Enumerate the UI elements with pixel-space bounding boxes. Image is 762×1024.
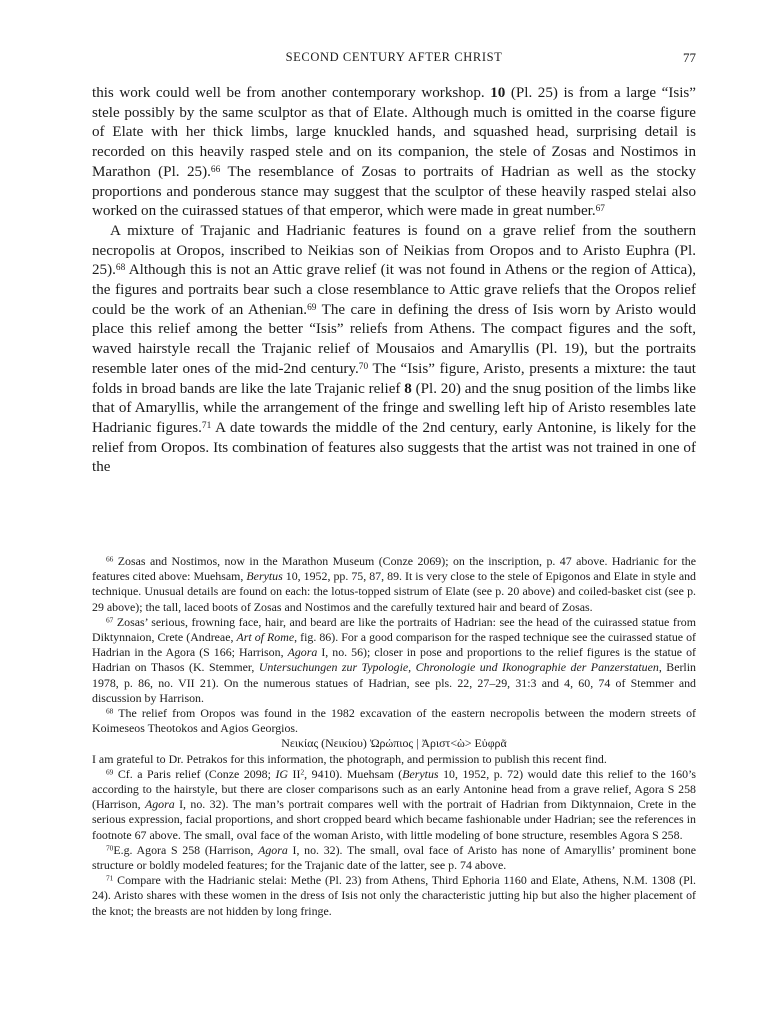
footnote-ref: 71 <box>201 420 212 431</box>
footnote-67: $^{67}$ Zosas’ serious, frowning face, hair, and beard are like the portraits of Hadrian: see the head of the cuirassed statue from Diktynnaion, Crete (Andreae, Art of Rome, fig. 86). For a good comparison for the rasped technique see the cuirassed statue of Hadrian in the Agora (S 166; Harrison, Agora I, no. 56); closer in pose and proportions to the relief figures is the statue of Hadrian on Thasos (K. Stemmer, Untersuchungen zur Typologie, Chronologie und Ikonographie der Panzerstatuen, Berlin 1978, p. 86, no. VII 21). On the numerous statues of Hadrian, see pls. 22, 27–29, 31:3 and 4, 60, 74 of Stemmer and discussion by Harrison. <box>92 614 696 705</box>
footnote-68: $^{68}$ The relief from Oropos was found in the 1982 excavation of the eastern necropolis between the modern streets of Koimeseos Theotokos and Agios Georgios. <box>92 706 696 736</box>
running-head: SECOND CENTURY AFTER CHRIST <box>285 50 503 64</box>
footnote-ref: 66 <box>210 164 221 175</box>
greek-inscription: Νεικίας (Νεικίου) Ὠρώπιος | Ἀριστ<ὼ> Εὐφρᾶ <box>281 736 507 751</box>
footnote-71: $^{71}$ Compare with the Hadrianic stelai: Methe (Pl. 23) from Athens, Third Ephoria 1160 and Elate, Athens, N.M. 1308 (Pl. 24). Aristo shares with these women in the dress of Isis not only the characteristic jutting hip but also the higher placement of the knot; the breasts are not hidden by long fringe. <box>92 873 696 918</box>
catalog-number: 8 <box>404 380 412 397</box>
footnote-69: $^{69}$ Cf. a Paris relief (Conze 2098; IG $II^2$, 9410). Muehsam (Berytus 10, 1952, p. 72) would date this relief to the 160’s according to the hairstyle, but there are closer comparisons such as an early Antonine head from a grave relief, Agora S 258 (Harrison, Agora I, no. 32). The man’s portrait compares well with the portrait of Hadrian from Diktynnaion, Crete in the serious expression, facial proportions, and short cropped beard which became fashionable under Hadrian; see the references in footnote 67 above. The small, oval face of the woman Aristo, with little modeling of bone structure, resembles Agora S 258. <box>92 766 697 842</box>
page-header <box>92 50 696 70</box>
footnote-ref: 69 <box>307 302 317 313</box>
footnote-66: $^{66}$ Zosas and Nostimos, now in the Marathon Museum (Conze 2069); on the inscription, p. 47 above. Hadrianic for the features cited above: Muehsam, Berytus 10, 1952, pp. 75, 87, 89. It is very close to the stele of Epigonos and Elate in style and technique. Unusual details are found on each: the lotus-topped sistrum of Elate (see p. 20 above) and coiled-basket cist (see p. 29 above); the tall, laced boots of Zosas and Nostimos and the carefully textured hair and beard of Zosas. <box>92 554 696 614</box>
footnotes <box>92 554 696 919</box>
catalog-number: 10 <box>490 85 506 101</box>
footnote-ref: 67 <box>595 204 605 215</box>
footnote-70: $^{70}$E.g. Agora S 258 (Harrison, Agora I, no. 32). The small, oval face of Aristo has none of Amaryllis’ prominent bone structure or boldly modeled features; for the Trajanic date of the latter, see p. 74 above. <box>92 842 696 873</box>
footnote-ref: 70 <box>358 361 369 372</box>
footnote-68-continued: I am grateful to Dr. Petrakos for this information, the photograph, and permission to publish this recent find. <box>92 751 607 766</box>
footnote-ref: 68 <box>115 263 126 274</box>
page-number: 77 <box>683 50 696 65</box>
paragraph: this work could well be from another contemporary workshop. 10 (Pl. 25) is from a large “Isis” stele possibly by the same sculptor as that of Elate. Although much is omitted in the coarse figure of Elate with her thick limbs, large knuckled hands, and squashed head, surprising detail is recorded on this heavily rasped stele and on its companion, the stele of Zosas and Nostimos in Marathon (Pl. 25).$^{66}$ The resemblance of Zosas to portraits of Hadrian as well as the stocky proportions and ponderous stance may suggest that the sculptor of these heavily rasped stelai also worked on the cuirassed statues of that emperor, which were made in great number.$^{67}$ <box>92 85 696 220</box>
main-text <box>92 84 696 478</box>
paragraph: A mixture of Trajanic and Hadrianic features is found on a grave relief from the southern necropolis at Oropos, inscribed to Neikias son of Neikias from Oropos and to Aristo Euphra (Pl. 25).$^{68}$ Although this is not an Attic grave relief (it was not found in Athens or the region of Attica), the figures and portraits bear such a close resemblance to Attic grave reliefs that the Oropos relief could be the work of an Athenian.$^{69}$ The care in defining the dress of Isis worn by Aristo would place this relief among the better “Isis” reliefs from Athens. The compact figures and the soft, waved hairstyle recall the Trajanic relief of Mousaios and Amaryllis (Pl. 19), but the portraits resemble later ones of the mid-2nd century.$^{70}$ The “Isis” figure, Aristo, presents a mixture: the taut folds in broad bands are like the late Trajanic relief 8 (Pl. 20) and the snug position of the limbs like that of Amaryllis, while the arrangement of the fringe and swelling left hip of Aristo resembles late Hadrianic figures.$^{71}$ A date towards the middle of the 2nd century, early Antonine, is likely for the relief from Oropos. Its combination of features also suggests that the artist was not trained in one of the <box>92 222 697 476</box>
